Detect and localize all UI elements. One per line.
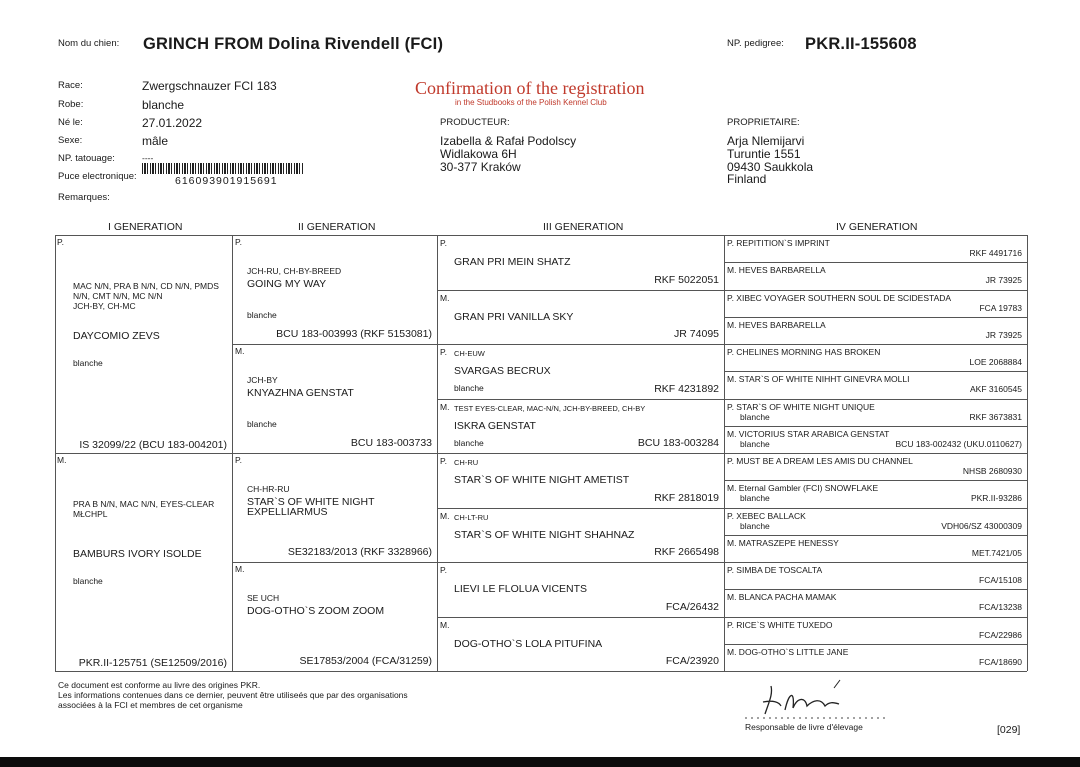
grid-line (437, 562, 724, 563)
gen4-name: P. CHELINES MORNING HAS BROKEN (727, 347, 881, 357)
gen2-name: KNYAZHNA GENSTAT (247, 387, 354, 399)
gen1-titles: MAC N/N, PRA B N/N, CD N/N, PMDS N/N, CMT N/N, MC N/N JCH-BY, CH-MC (73, 281, 219, 311)
gen2-reg: SE17853/2004 (FCA/31259) (299, 655, 432, 667)
gen2-prefix: P. (235, 237, 242, 247)
grid-line (55, 235, 1027, 236)
gen3-reg: BCU 183-003284 (637, 437, 719, 449)
gen4-name: M. BLANCA PACHA MAMAK (727, 592, 837, 603)
gen3-prefix: P. (440, 565, 447, 575)
document-title: Confirmation of the registration (415, 78, 645, 98)
gen1-color: blanche (73, 576, 103, 586)
grid-line (437, 344, 724, 345)
race-value: Zwergschnauzer FCI 183 (142, 79, 277, 93)
gen3-titles: CH-LT-RU (454, 512, 489, 522)
gen4-reg: LOE 2068884 (969, 357, 1022, 367)
gen2-color: blanche (247, 310, 277, 320)
gen3-prefix: M. (440, 292, 450, 303)
gen1-titles: PRA B N/N, MAC N/N, EYES-CLEAR MŁCHPL (73, 499, 215, 519)
owner-line1: Arja Nlemijarvi (727, 134, 805, 148)
gen2-reg: BCU 183-003733 (350, 437, 432, 449)
remarks-label: Remarques: (58, 192, 110, 203)
gen4-reg: FCA/22986 (979, 629, 1022, 640)
gen4-name: P. XEBEC BALLACK (727, 510, 806, 521)
grid-line (724, 317, 1027, 318)
producer-line1: Izabella & Rafał Podolscy (440, 134, 577, 148)
gen4-name: P. REPITITION`S IMPRINT (727, 238, 830, 248)
gen2-reg: BCU 183-003993 (RKF 5153081) (276, 328, 432, 340)
gen3-name: STAR`S OF WHITE NIGHT SHAHNAZ (454, 528, 635, 541)
gen4-name: P. MUST BE A DREAM LES AMIS DU CHANNEL (727, 456, 913, 466)
gen3-reg: FCA/26432 (665, 600, 719, 613)
gen4-name: M. VICTORIUS STAR ARABICA GENSTAT (727, 428, 890, 439)
grid-line (232, 453, 437, 454)
grid-line (724, 617, 1027, 618)
grid-line (724, 344, 1027, 345)
gen1-reg: PKR.II-125751 (SE12509/2016) (78, 657, 227, 669)
gen4-name: M. HEVES BARBARELLA (727, 319, 826, 330)
grid-line (437, 399, 724, 400)
birth-value: 27.01.2022 (142, 116, 203, 130)
dog-name: GRINCH FROM Dolina Rivendell (FCI) (143, 35, 444, 53)
tattoo-value: ---- (142, 153, 154, 163)
gen3-name: GRAN PRI VANILLA SKY (454, 310, 574, 323)
grid-line (1027, 235, 1028, 671)
owner-line2: Turuntie 1551 (727, 147, 801, 161)
gen4-reg: VDH06/SZ 43000309 (941, 520, 1022, 531)
gen4-reg: PKR.II-93286 (970, 493, 1022, 504)
producer-line2: Widlakowa 6H (440, 147, 517, 161)
footer-line3: associées à la FCI et membres de cet organisme (58, 700, 243, 710)
grid-line (724, 480, 1027, 481)
grid-line (232, 562, 437, 563)
robe-label: Robe: (58, 99, 84, 110)
gen2-prefix: M. (235, 346, 245, 356)
sex-label: Sexe: (58, 135, 83, 146)
gen3-name: DOG-OTHO`S LOLA PITUFINA (454, 637, 603, 650)
tattoo-label: NP. tatouage: (58, 153, 115, 164)
race-label: Race: (58, 80, 83, 91)
gen4-name: M. HEVES BARBARELLA (727, 265, 826, 276)
grid-line (724, 290, 1027, 291)
pedigree-number: PKR.II-155608 (805, 35, 917, 53)
gen3-prefix: P. (440, 456, 447, 466)
gen4-name: P. RICE`S WHITE TUXEDO (727, 619, 833, 630)
gen3-name: SVARGAS BECRUX (454, 365, 551, 377)
gen1-name: BAMBURS IVORY ISOLDE (73, 548, 202, 560)
grid-line (724, 453, 1027, 454)
footer-line1: Ce document est conforme au livre des origines PKR. (58, 680, 261, 690)
grid-line (724, 535, 1027, 536)
gen4-name: M. Eternal Gambler (FCI) SNOWFLAKE (727, 483, 879, 494)
gen4-name: M. DOG-OTHO`S LITTLE JANE (727, 646, 849, 657)
gen4-reg: RKF 3673831 (969, 411, 1022, 422)
gen4-reg: FCA/18690 (979, 656, 1022, 667)
signature-label: Responsable de livre d'élevage (745, 722, 863, 732)
page-reference: [029] (997, 724, 1021, 736)
grid-line (724, 262, 1027, 263)
gen2-prefix: P. (235, 455, 242, 465)
gen3-reg: FCA/23920 (665, 655, 719, 667)
chip-label: Puce electronique: (58, 171, 137, 182)
chip-value: 616093901915691 (175, 175, 278, 187)
generation-2-header: II GENERATION (298, 221, 376, 233)
gen4-reg: MET.7421/05 (971, 547, 1022, 558)
gen2-name: STAR`S OF WHITE NIGHT EXPELLIARMUS (247, 496, 375, 518)
gen3-name: STAR`S OF WHITE NIGHT AMETIST (454, 474, 630, 486)
document-subtitle: in the Studbooks of the Polish Kennel Club (455, 98, 607, 107)
grid-line (55, 453, 232, 454)
gen2-titles: JCH-BY (247, 375, 278, 385)
grid-line (232, 344, 437, 345)
gen2-reg: SE32183/2013 (RKF 3328966) (287, 546, 432, 558)
generation-4-header: IV GENERATION (836, 221, 918, 233)
gen4-reg: BCU 183-002432 (UKU.0110627) (895, 438, 1022, 449)
grid-line (437, 617, 724, 618)
owner-label: PROPRIETAIRE: (727, 117, 800, 128)
grid-line (724, 562, 1027, 563)
pedigree-label: NP. pedigree: (727, 38, 784, 49)
robe-value: blanche (142, 98, 185, 112)
gen1-color: blanche (73, 358, 103, 368)
gen4-reg: JR 73925 (985, 329, 1022, 340)
gen3-reg: JR 74095 (674, 328, 719, 340)
gen4-color: blanche (740, 493, 770, 504)
gen4-reg: FCA/13238 (979, 602, 1022, 613)
gen4-name: P. SIMBA DE TOSCALTA (727, 565, 823, 575)
gen3-titles: CH-RU (454, 458, 479, 467)
gen4-reg: AKF 3160545 (970, 384, 1022, 395)
birth-label: Né le: (58, 117, 83, 128)
gen3-reg: RKF 2665498 (654, 546, 719, 558)
gen4-color: blanche (740, 520, 770, 531)
gen4-reg: FCA 19783 (979, 302, 1022, 313)
gen1-prefix: M. (57, 455, 67, 465)
gen3-name: LIEVI LE FLOLUA VICENTS (454, 583, 588, 595)
gen4-name: P. STAR`S OF WHITE NIGHT UNIQUE (727, 401, 875, 412)
gen2-color: blanche (247, 419, 277, 429)
gen2-titles: JCH-RU, CH-BY-BREED (247, 266, 342, 276)
gen2-titles: SE UCH (247, 593, 280, 603)
gen4-reg: FCA/15108 (979, 575, 1022, 585)
gen3-name: GRAN PRI MEIN SHATZ (454, 256, 571, 268)
gen4-name: M. MATRASZEPE HENESSY (727, 537, 839, 548)
grid-line (724, 508, 1027, 509)
sex-value: mâle (142, 134, 169, 148)
gen3-reg: RKF 4231892 (654, 382, 719, 395)
producer-label: PRODUCTEUR: (440, 117, 510, 128)
gen3-prefix: M. (440, 510, 450, 521)
gen3-prefix: P. (440, 347, 447, 357)
gen4-reg: JR 73925 (985, 275, 1022, 286)
gen2-name: GOING MY WAY (247, 278, 327, 290)
owner-line3: 09430 Saukkola (727, 160, 814, 174)
grid-line (724, 371, 1027, 372)
gen4-name: P. XIBEC VOYAGER SOUTHERN SOUL DE SCIDESTADA (727, 292, 952, 303)
generation-3-header: III GENERATION (543, 221, 624, 233)
grid-line (437, 290, 724, 291)
gen1-reg: IS 32099/22 (BCU 183-004201) (79, 439, 227, 451)
gen3-prefix: P. (440, 238, 447, 248)
grid-line (724, 426, 1027, 427)
gen4-color: blanche (740, 438, 770, 449)
grid-line (724, 589, 1027, 590)
gen3-reg: RKF 5022051 (654, 273, 719, 286)
gen3-prefix: M. (440, 619, 450, 630)
grid-line (437, 453, 724, 454)
gen3-titles: CH-EUW (454, 349, 485, 358)
bottom-edge (0, 757, 1080, 767)
grid-line (437, 508, 724, 509)
gen1-prefix: P. (57, 237, 64, 247)
gen3-name: ISKRA GENSTAT (454, 419, 536, 432)
grid-line (724, 644, 1027, 645)
producer-line3: 30-377 Kraków (440, 160, 521, 174)
gen4-reg: RKF 4491716 (969, 248, 1022, 258)
gen2-prefix: M. (235, 564, 245, 574)
grid-line (724, 399, 1027, 400)
generation-1-header: I GENERATION (108, 221, 183, 233)
gen3-reg: RKF 2818019 (654, 491, 719, 504)
owner-line4: Finland (727, 172, 767, 186)
gen3-titles: TEST EYES-CLEAR, MAC-N/N, JCH-BY-BREED, CH-BY (454, 403, 646, 413)
footer-line2: Les informations contenues dans ce dernier, peuvent être utiliseés que par des organisations (58, 690, 408, 700)
barcode (142, 163, 304, 174)
gen4-color: blanche (740, 411, 770, 422)
gen3-prefix: M. (440, 401, 450, 412)
dog-name-label: Nom du chien: (58, 38, 120, 49)
gen4-name: M. STAR`S OF WHITE NIHHT GINEVRA MOLLI (727, 374, 910, 385)
gen2-name: DOG-OTHO`S ZOOM ZOOM (247, 605, 385, 617)
gen2-titles: CH-HR-RU (247, 484, 290, 494)
gen3-color: blanche (454, 437, 484, 448)
gen4-reg: NHSB 2680930 (962, 466, 1022, 476)
gen1-name: DAYCOMIO ZEVS (73, 330, 160, 342)
gen3-color: blanche (454, 383, 484, 393)
